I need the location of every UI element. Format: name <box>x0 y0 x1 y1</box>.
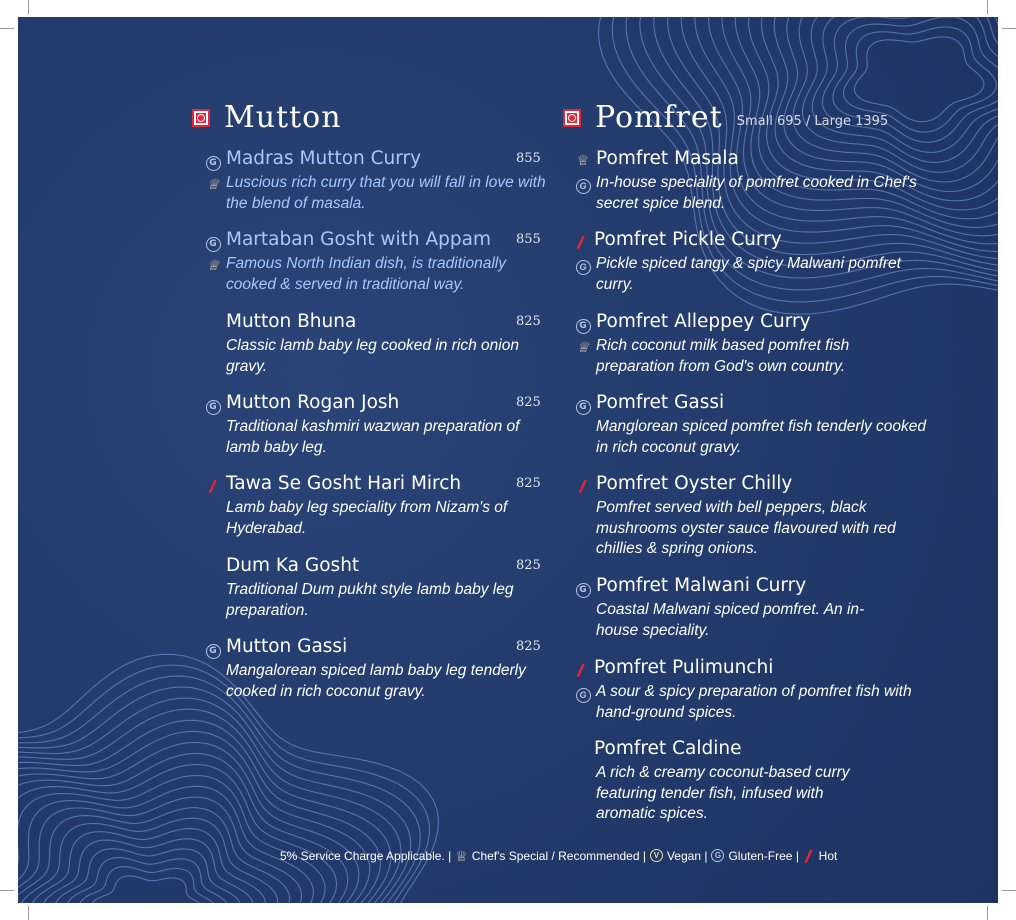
menu-item-pomfret-gassi <box>579 392 926 458</box>
menu-item-mutton-rogan-josh <box>209 392 546 458</box>
item-description: In-house speciality of pomfret cooked in Chef's secret spice blend. <box>596 174 917 212</box>
item-name: Pomfret Alleppey Curry <box>596 311 811 332</box>
item-description: Luscious rich curry that you will fall in love with the blend of masala. <box>226 174 546 212</box>
chili-icon: ❙ <box>800 845 818 865</box>
item-name: Madras Mutton Curry <box>226 148 422 169</box>
item-description: Famous North Indian dish, is traditionally cooked & served in traditional way. <box>226 255 506 293</box>
chili-icon: ❙ <box>204 476 222 496</box>
item-description: Pickle spiced tangy & spicy Malwani pomfret curry. <box>596 255 901 293</box>
item-description: Manglorean spiced pomfret fish tenderly cooked in rich coconut gravy. <box>596 418 926 456</box>
item-description: Classic lamb baby leg cooked in rich onion gravy. <box>226 337 519 375</box>
menu-item-mutton-bhuna <box>226 311 546 377</box>
g-circle-icon: G <box>204 638 222 659</box>
mutton-section-header <box>192 100 342 135</box>
pomfret-section-header <box>563 100 888 135</box>
item-name: Pomfret Masala <box>596 148 739 169</box>
menu-page <box>18 17 998 903</box>
legend-chef-special: Chef's Special / Recommended | <box>471 848 646 863</box>
g-circle-icon: G <box>574 577 592 598</box>
item-description: A sour & spicy preparation of pomfret fish with hand-ground spices. <box>596 683 912 721</box>
menu-item-pomfret-masala <box>576 148 926 214</box>
item-description: Traditional kashmiri wazwan preparation of lamb baby leg. <box>226 418 520 456</box>
item-name: Mutton Bhuna <box>226 311 357 332</box>
item-name: Pomfret Malwani Curry <box>596 575 807 596</box>
menu-item-tawa-se-gosht <box>204 473 546 539</box>
size-price-note: Small 695 / Large 1395 <box>736 114 889 129</box>
chili-icon: ❙ <box>574 476 592 496</box>
item-name: Mutton Gassi <box>226 636 348 657</box>
chef-hat-icon: ♕ <box>206 176 220 192</box>
menu-item-pomfret-pickle-curry <box>572 229 924 295</box>
legend-gluten-free: Gluten-Free | <box>728 848 799 863</box>
menu-item-pomfret-alleppey-curry <box>576 311 926 377</box>
item-description: Rich coconut milk based pomfret fish preparation from God's own country. <box>596 337 850 375</box>
item-name: Pomfret Pulimunchi <box>594 657 774 678</box>
item-description: Mangalorean spiced lamb baby leg tenderly cooked in rich coconut gravy. <box>226 662 526 700</box>
menu-item-madras-mutton-curry <box>206 148 546 214</box>
item-description: Coastal Malwani spiced pomfret. An in-house speciality. <box>596 601 865 639</box>
item-name: Tawa Se Gosht Hari Mirch <box>226 473 462 494</box>
g-circle-icon: G <box>711 849 724 862</box>
legend-footer <box>280 847 837 864</box>
chef-hat-icon: ♕ <box>576 339 590 355</box>
chef-hat-icon: ♕ <box>576 153 590 169</box>
item-description: Lamb baby leg speciality from Nizam's of Hyderabad. <box>226 499 508 537</box>
item-description: A rich & creamy coconut-based curry featuring tender fish, infused with aromatic spices. <box>596 764 850 822</box>
item-price: 825 <box>516 395 541 410</box>
chef-hat-icon: ♕ <box>206 257 220 273</box>
item-name: Martaban Gosht with Appam <box>226 229 491 250</box>
chef-hat-icon: ♕ <box>455 847 468 864</box>
v-circle-icon: V <box>650 849 663 862</box>
item-price: 825 <box>516 639 541 654</box>
item-description: Traditional Dum pukht style lamb baby leg preparation. <box>226 581 514 619</box>
item-name: Mutton Rogan Josh <box>226 392 400 413</box>
square-dot-icon <box>563 109 581 127</box>
item-price: 825 <box>516 558 541 573</box>
menu-item-pomfret-malwani-curry <box>579 575 926 641</box>
menu-item-pomfret-pulimunchi <box>572 657 924 723</box>
square-dot-icon <box>192 109 210 127</box>
g-circle-icon: G <box>574 256 592 277</box>
menu-item-dum-ka-gosht <box>226 555 546 621</box>
menu-item-pomfret-caldine <box>594 738 924 825</box>
g-circle-icon: G <box>574 394 592 415</box>
g-circle-icon: G <box>574 175 592 196</box>
service-charge-note: 5% Service Charge Applicable. | <box>280 848 452 863</box>
menu-item-mutton-gassi <box>209 636 546 702</box>
item-price: 855 <box>516 232 541 247</box>
item-name: Pomfret Oyster Chilly <box>596 473 793 494</box>
item-name: Pomfret Gassi <box>596 392 725 413</box>
item-name: Pomfret Pickle Curry <box>594 229 782 250</box>
g-circle-icon: G <box>574 684 592 705</box>
legend-vegan: Vegan | <box>666 848 708 863</box>
item-name: Dum Ka Gosht <box>226 555 360 576</box>
g-circle-icon: G <box>574 313 592 334</box>
item-price: 855 <box>516 151 541 166</box>
item-price: 825 <box>516 314 541 329</box>
item-price: 825 <box>516 476 541 491</box>
g-circle-icon: G <box>204 150 222 171</box>
menu-item-martaban-gosht <box>206 229 546 295</box>
section-title-mutton: Mutton <box>224 100 342 135</box>
item-description: Pomfret served with bell peppers, black mushrooms oyster sauce flavoured with red chillies & spring onions. <box>596 499 896 557</box>
legend-hot: Hot <box>818 848 838 863</box>
g-circle-icon: G <box>204 394 222 415</box>
item-name: Pomfret Caldine <box>594 738 742 759</box>
chili-icon: ❙ <box>572 660 590 680</box>
section-title-pomfret: Pomfret <box>595 100 723 135</box>
g-circle-icon: G <box>204 231 222 252</box>
chili-icon: ❙ <box>572 232 590 252</box>
menu-item-pomfret-oyster-chilly <box>574 473 926 560</box>
